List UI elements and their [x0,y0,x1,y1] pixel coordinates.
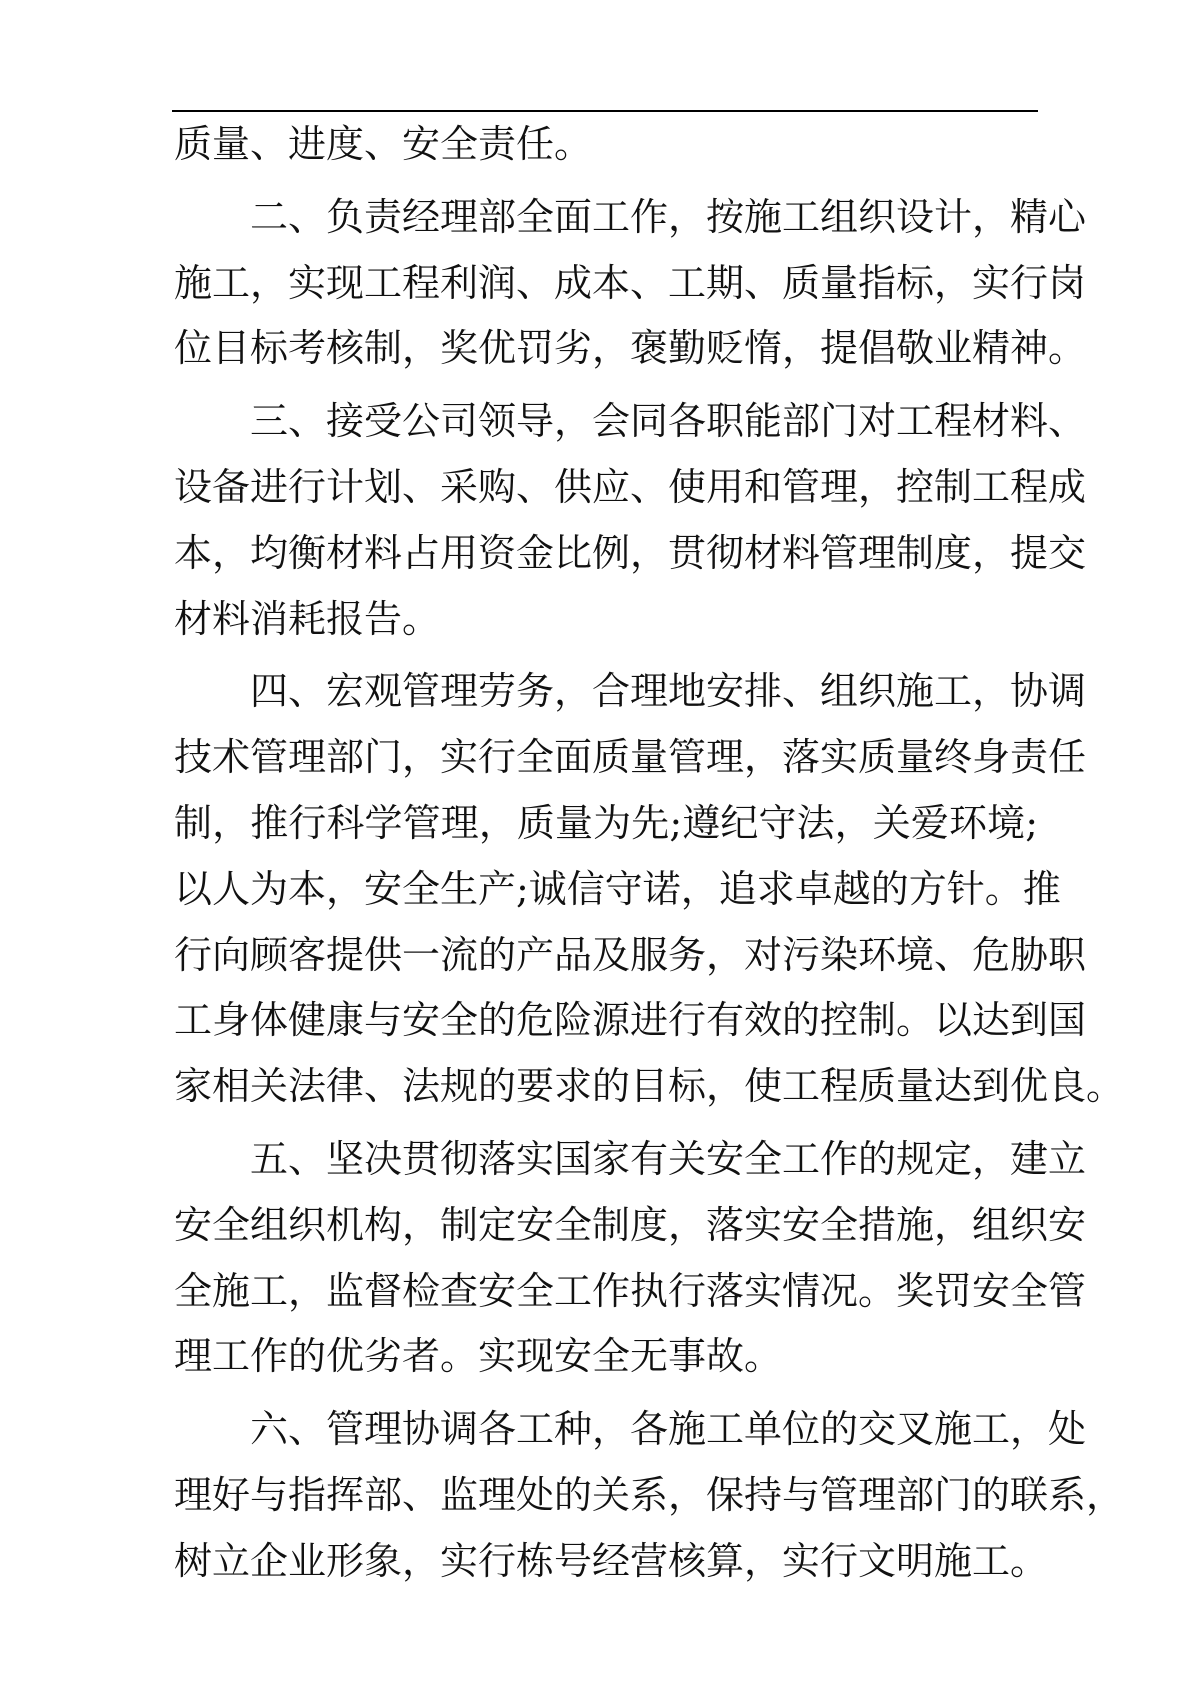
text-line: 行向顾客提供一流的产品及服务，对污染环境、危胁职 [174,932,1087,977]
text-line: 全施工，监督检查安全工作执行落实情况。奖罚安全管 [174,1268,1087,1313]
text-line: 材料消耗报告。 [174,596,441,641]
text-line: 理好与指挥部、监理处的关系，保持与管理部门的联系， [174,1472,1125,1517]
text-line: 五、坚决贯彻落实国家有关安全工作的规定，建立 [250,1136,1087,1181]
text-line: 技术管理部门，实行全面质量管理，落实质量终身责任 [174,735,1087,780]
text-line: 施工，实现工程利润、成本、工期、质量指标，实行岗 [174,260,1087,305]
text-line: 三、接受公司领导，会同各职能部门对工程材料、 [250,399,1087,444]
paragraph-4 [174,659,1125,1120]
text-line: 制，推行科学管理，质量为先;遵纪守法，关爱环境; [174,800,1038,845]
text-line: 设备进行计划、采购、供应、使用和管理，控制工程成 [174,464,1087,509]
text-line: 树立企业形象，实行栋号经营核算，实行文明施工。 [174,1538,1049,1583]
text-line: 四、宏观管理劳务，合理地安排、组织施工，协调 [250,669,1087,714]
paragraph-3 [174,389,1087,652]
text-line: 六、管理协调各工种，各施工单位的交叉施工，处 [250,1407,1087,1452]
text-line: 位目标考核制，奖优罚劣，褒勤贬惰，提倡敬业精神。 [174,326,1087,371]
text-line: 理工作的优劣者。实现安全无事故。 [174,1334,783,1379]
text-line: 家相关法律、法规的要求的目标，使工程质量达到优良。 [174,1064,1125,1109]
text-line: 本，均衡材料占用资金比例，贯彻材料管理制度，提交 [174,530,1087,575]
text-line: 以人为本，安全生产;诚信守诺，追求卓越的方针。推 [174,866,1061,911]
text-line: 质量、进度、安全责任。 [174,122,593,166]
paragraph-5 [174,1127,1087,1390]
paragraph-2 [174,185,1087,382]
paragraph-continuation [174,112,1038,178]
text-line: 安全组织机构，制定安全制度，落实安全措施，组织安 [174,1202,1087,1247]
text-line: 工身体健康与安全的危险源进行有效的控制。以达到国 [174,998,1087,1043]
paragraph-6 [174,1397,1125,1594]
text-line: 二、负责经理部全面工作，按施工组织设计，精心 [250,194,1087,239]
document-body [174,112,1125,1595]
